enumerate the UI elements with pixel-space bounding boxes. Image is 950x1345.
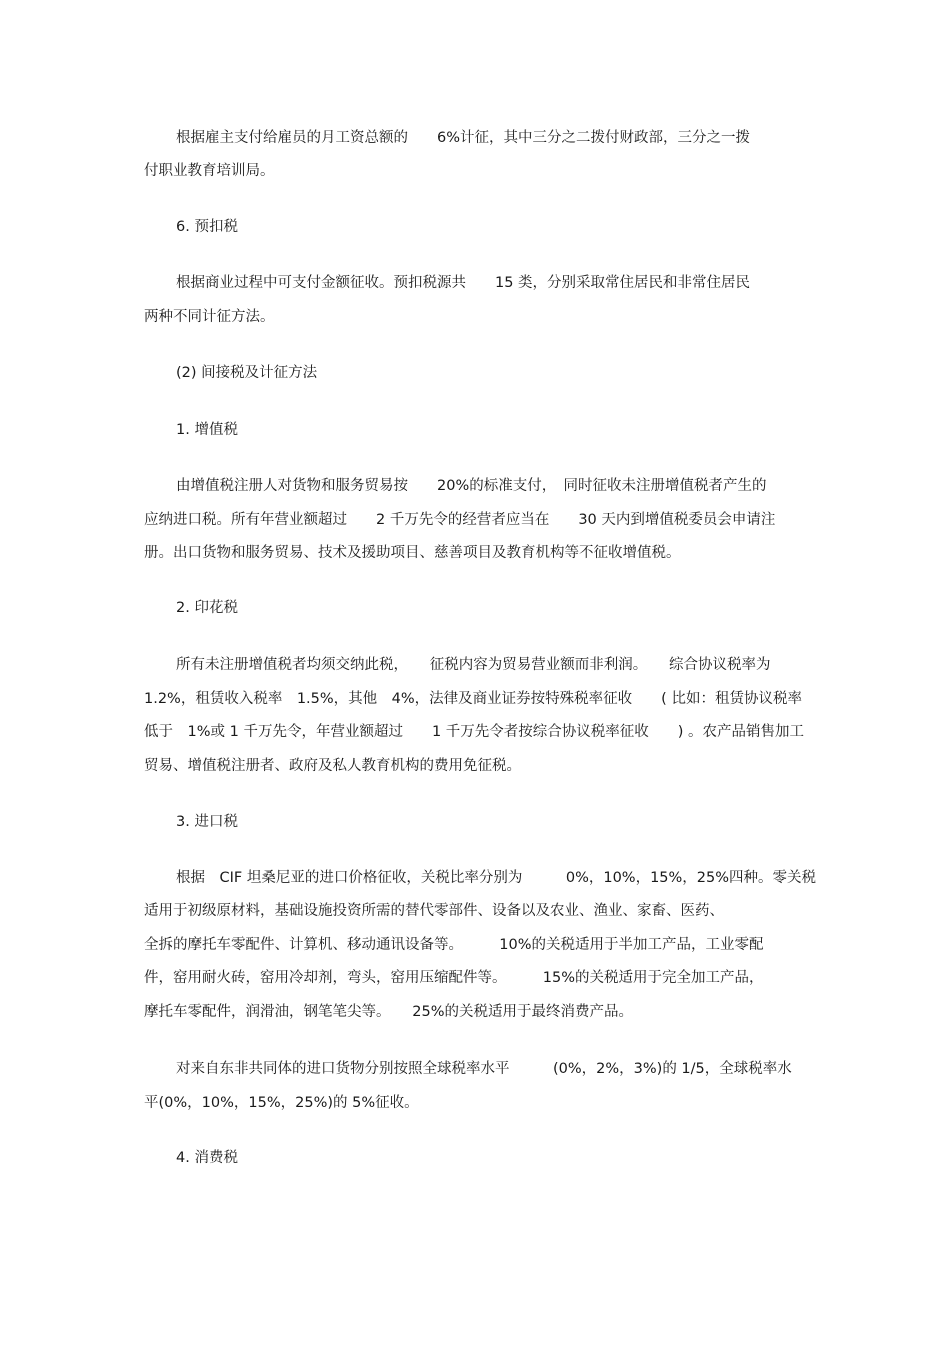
paragraph-line: 全拆的摩托车零配件、计算机、移动通讯设备等。 10%的关税适用于半加工产品，工业零配: [144, 937, 764, 953]
paragraph-line: 根据雇主支付给雇员的月工资总额的 6%计征，其中三分之二拨付财政部，三分之一拨: [176, 130, 750, 146]
paragraph-line: 对来自东非共同体的进口货物分别按照全球税率水平 (0%，2%，3%)的 1/5，全球税率水: [176, 1061, 792, 1077]
paragraph-line: 由增值税注册人对货物和服务贸易按 20%的标准支付， 同时征收未注册增值税者产生的: [176, 478, 767, 494]
paragraph-line: 两种不同计征方法。: [144, 309, 275, 325]
paragraph-line: 件，窑用耐火砖，窑用冷却剂，弯头，窑用压缩配件等。 15%的关税适用于完全加工产品，: [144, 970, 764, 986]
section-heading: 1. 增值税: [176, 422, 238, 438]
section-heading: 2. 印花税: [176, 600, 238, 616]
section-heading: 6. 预扣税: [176, 219, 238, 235]
paragraph-line: 贸易、增值税注册者、政府及私人教育机构的费用免征税。: [144, 758, 521, 774]
section-heading: 4. 消费税: [176, 1150, 238, 1166]
paragraph-line: 所有未注册增值税者均须交纳此税， 征税内容为贸易营业额而非利润。 综合协议税率为: [176, 657, 771, 673]
paragraph-line: 付职业教育培训局。: [144, 163, 275, 179]
paragraph-line: 应纳进口税。所有年营业额超过 2 千万先令的经营者应当在 30 天内到增值税委员会申请注: [144, 512, 776, 528]
paragraph-line: 册。出口货物和服务贸易、技术及援助项目、慈善项目及教育机构等不征收增值税。: [144, 545, 681, 561]
paragraph-line: 适用于初级原材料，基础设施投资所需的替代零部件、设备以及农业、渔业、家畜、医药、: [144, 903, 724, 919]
paragraph-line: 摩托车零配件，润滑油，钢笔笔尖等。 25%的关税适用于最终消费产品。: [144, 1004, 633, 1020]
paragraph-line: 根据 CIF 坦桑尼亚的进口价格征收，关税比率分别为 0%，10%，15%，25%四种。零关税: [176, 870, 817, 886]
paragraph-line: 低于 1%或 1 千万先令，年营业额超过 1 千万先令者按综合协议税率征收 ) 。农产品销售加工: [144, 724, 805, 740]
paragraph-line: 根据商业过程中可支付金额征收。预扣税源共 15 类，分别采取常住居民和非常住居民: [176, 275, 751, 291]
paragraph-line: 平(0%，10%，15%，25%)的 5%征收。: [144, 1095, 419, 1111]
section-heading: 3. 进口税: [176, 814, 238, 830]
section-heading: (2) 间接税及计征方法: [176, 365, 318, 381]
paragraph-line: 1.2%，租赁收入税率 1.5%，其他 4%，法律及商业证券按特殊税率征收 ( 比如：租赁协议税率: [144, 691, 802, 707]
